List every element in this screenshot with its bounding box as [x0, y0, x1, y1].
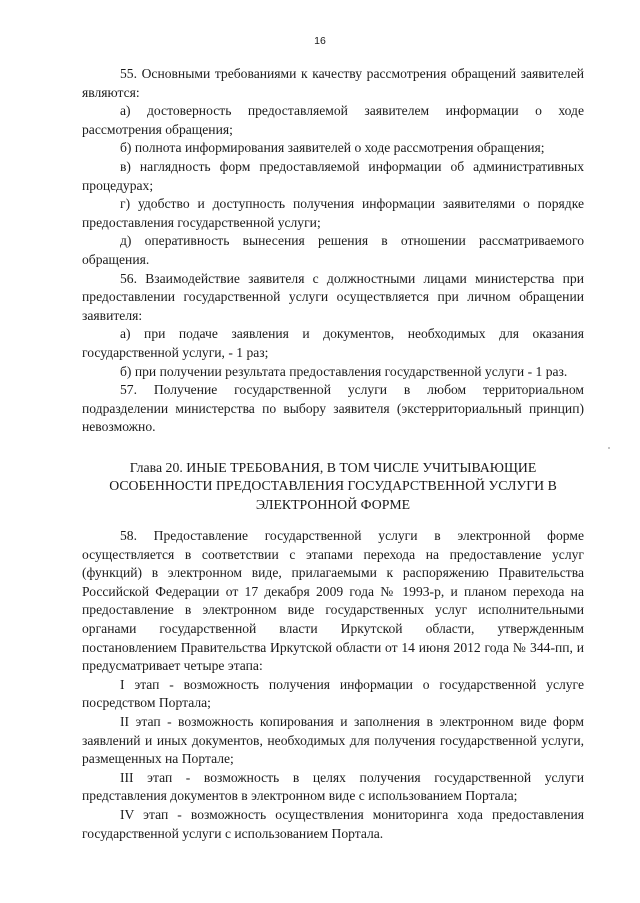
chapter-heading-line: Глава 20. ИНЫЕ ТРЕБОВАНИЯ, В ТОМ ЧИСЛЕ УЧИТЫВАЮЩИЕ [129, 460, 537, 475]
paragraph-56: 56. Взаимодействие заявителя с должностными лицами министерства при предоставлении государственной услуги осуществляется при личном обращении заявителя: [82, 270, 584, 323]
chapter-heading-line: ЭЛЕКТРОННОЙ ФОРМЕ [255, 496, 411, 512]
paragraph-55-b: б) полнота информирования заявителей о ходе рассмотрения обращения; [120, 140, 545, 156]
stage-4-paragraph: IV этап - возможность осуществления мониторинга хода предоставления государственной услуги с использованием Портала. [82, 806, 584, 841]
paragraph-58: 58. Предоставление государственной услуги в электронной форме осуществляется в соответствии с этапами перехода на предоставление услуг (функций) в электронном виде, прилагаемыми к распоряжению Правительства Российской Федерации от 17 декабря 2009 года № 1993-р, и планом перехода на предоставление в электронном виде государственных услуг исполнительными органами государственной власти Иркутской области, утвержденным постановлением Правительства Иркутской области от 14 июня 2012 года № 344-пп, и предусматривает четыре этапа: [82, 528, 584, 674]
paragraph-55-v: в) наглядность форм предоставляемой информации об административных процедурах; [82, 158, 584, 193]
chapter-heading [82, 459, 584, 514]
section-requirements [82, 65, 584, 437]
stage-1-paragraph: I этап - возможность получения информации о государственной услуге посредством Портала; [82, 676, 584, 711]
stage-3-paragraph: III этап - возможность в целях получения государственной услуги представления документов в электронном виде с использованием Портала; [82, 769, 584, 804]
paragraph-55-d: д) оперативность вынесения решения в отношении рассматриваемого обращения. [82, 233, 584, 267]
chapter-heading-line: ОСОБЕННОСТИ ПРЕДОСТАВЛЕНИЯ ГОСУДАРСТВЕННОЙ УСЛУГИ В [109, 478, 557, 494]
paragraph-57: 57. Получение государственной услуги в любом территориальном подразделении министерства по выбору заявителя (экстерриториальный принцип) невозможно. [82, 382, 584, 435]
section-electronic-form [82, 527, 584, 843]
paragraph-56-b: б) при получении результата предоставления государственной услуги - 1 раз. [120, 363, 568, 379]
paragraph-55-a: а) достоверность предоставляемой заявителем информации о ходе рассмотрения обращения; [82, 103, 584, 137]
paragraph-56-a: а) при подаче заявления и документов, необходимых для оказания государственной услуги, - 1 раз; [82, 326, 584, 360]
page-number: 16 [314, 35, 326, 47]
paragraph-55-g: г) удобство и доступность получения информации заявителями о порядке предоставления государственной услуги; [82, 196, 584, 230]
stage-2-paragraph: II этап - возможность копирования и заполнения в электронном виде форм заявлений и иных документов, необходимых для получения государственной услуги, размещенных на Портале; [82, 713, 584, 767]
paragraph-55: 55. Основными требованиями к качеству рассмотрения обращений заявителей являются: [82, 66, 584, 100]
scan-artifact [608, 447, 610, 449]
